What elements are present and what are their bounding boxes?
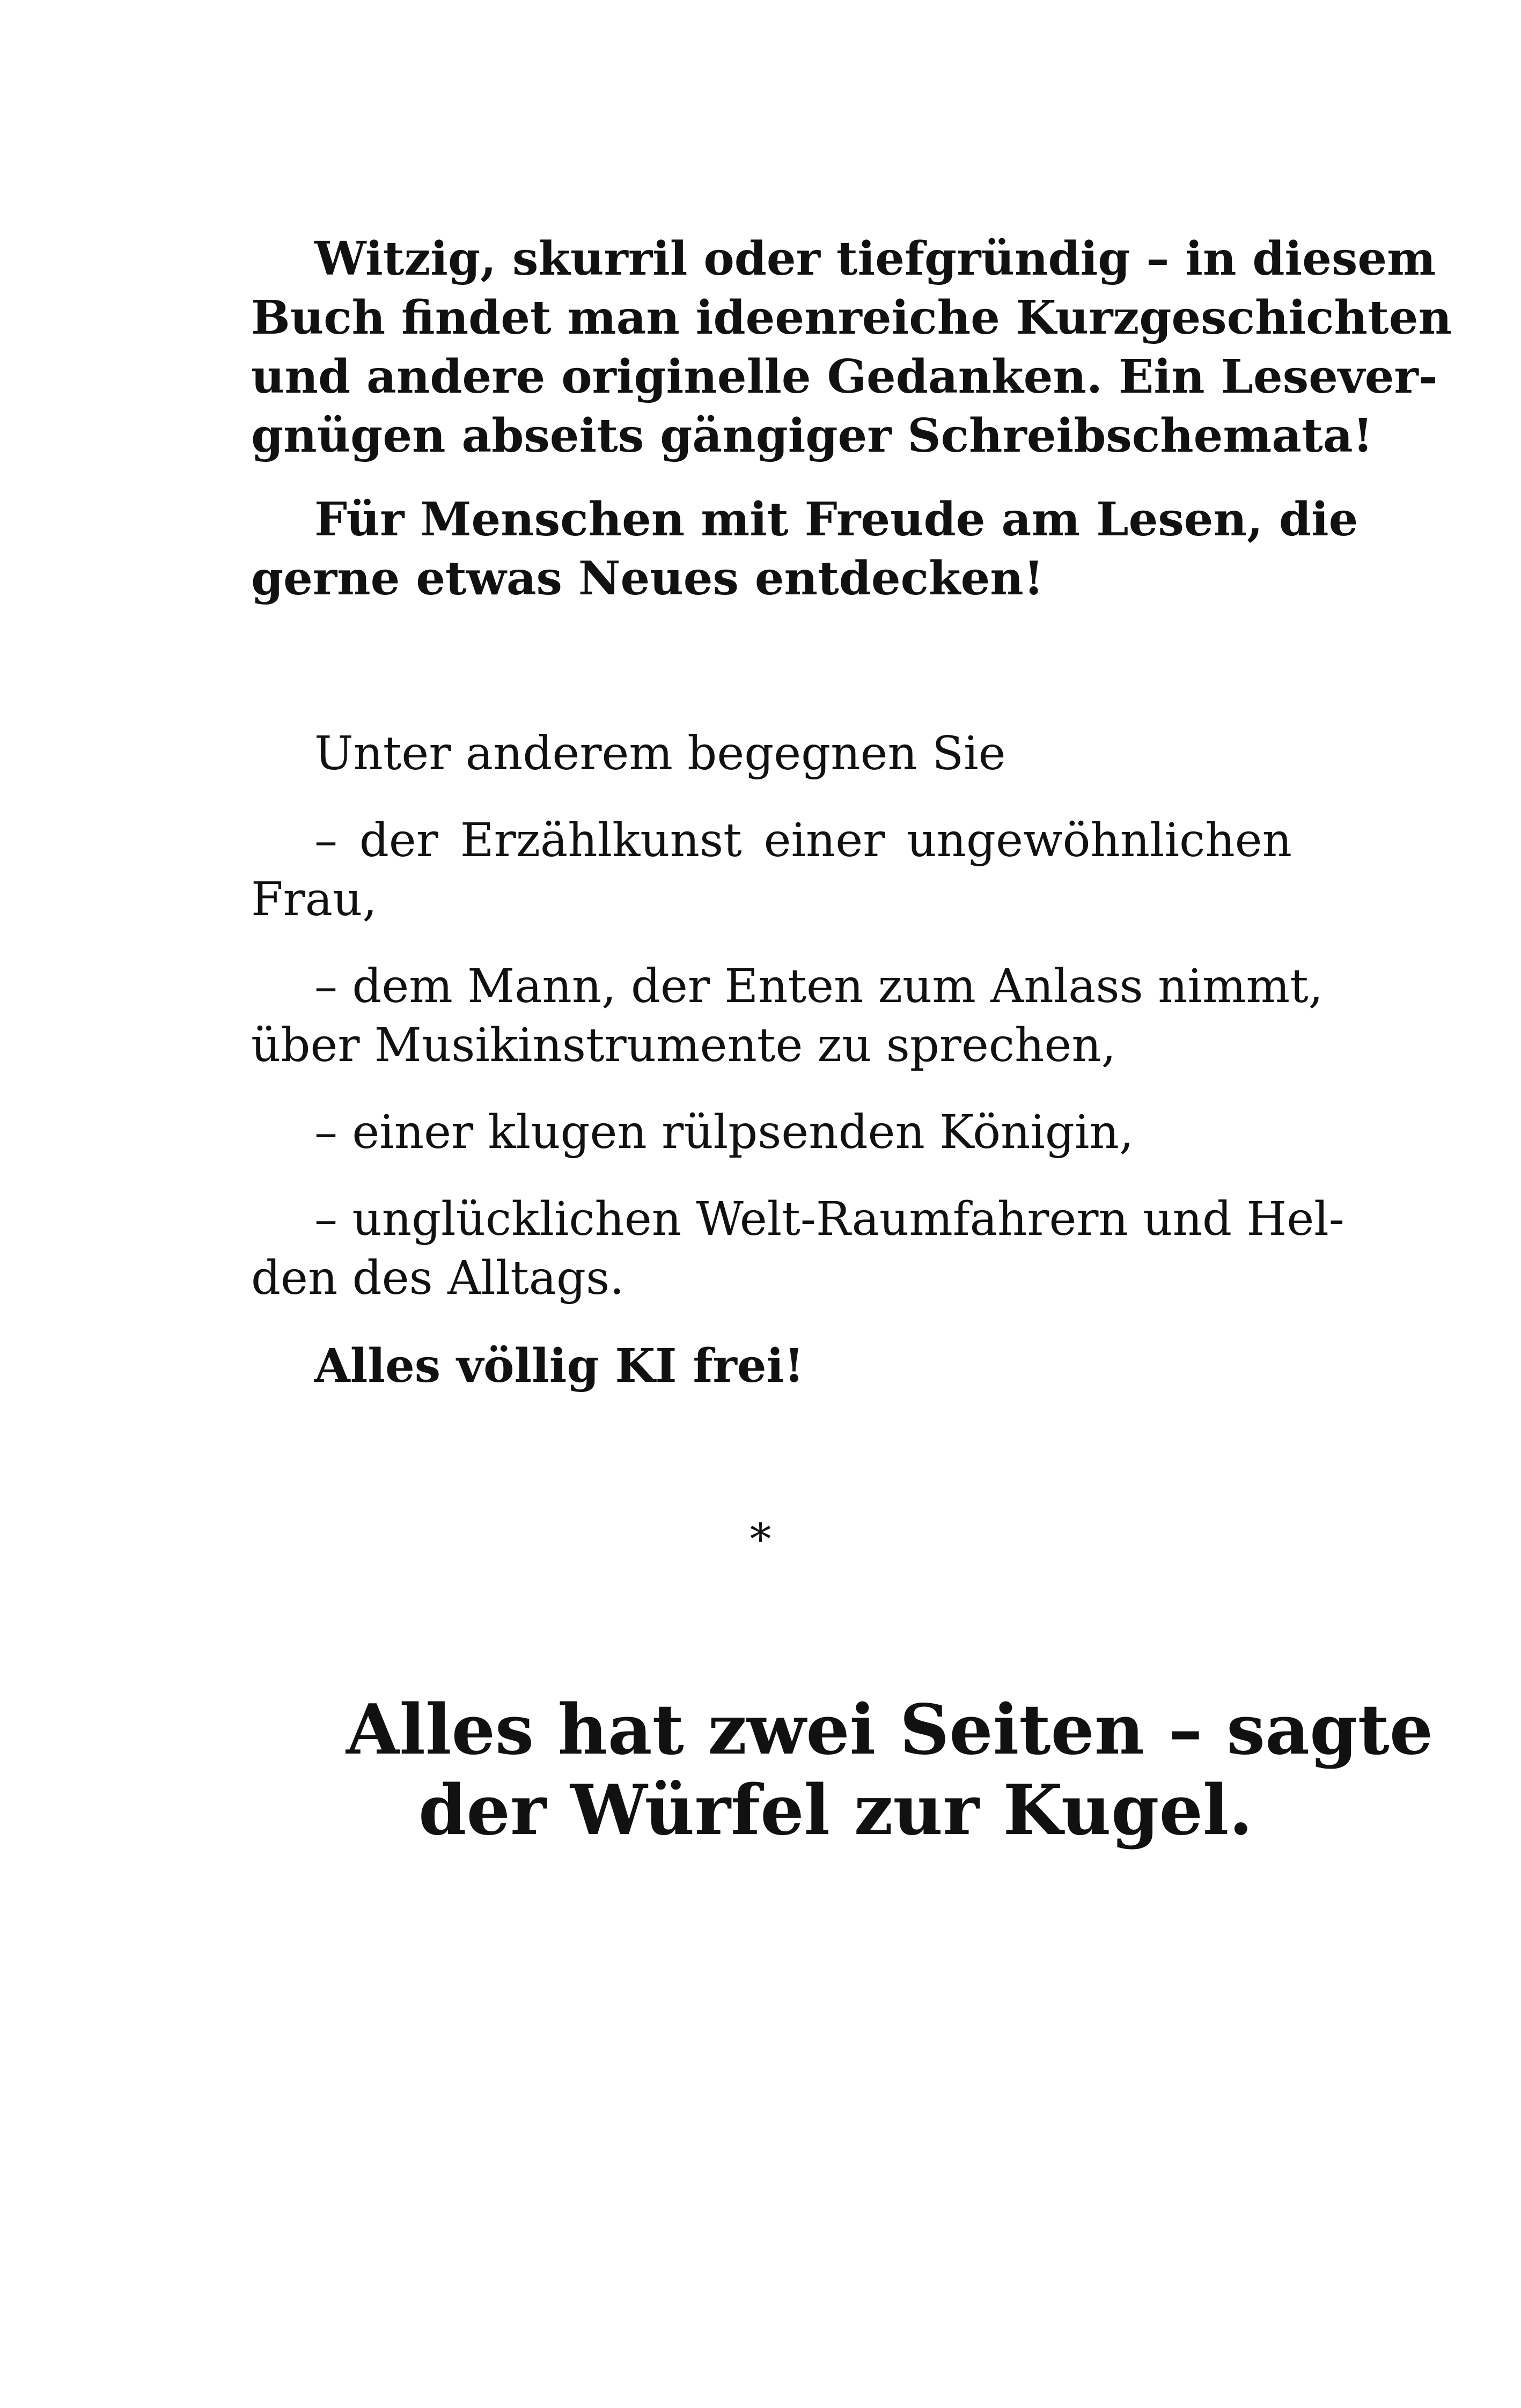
list-item-line: – dem Mann, der Enten zum Anlass nimmt, [314, 960, 1324, 1013]
list-lead [251, 724, 1292, 783]
intro-line: Buch findet man ideenreiche Kurzgeschichten [251, 291, 1452, 345]
list-item [251, 1190, 1344, 1308]
intro-line: gnügen abseits gängiger Schreibschemata! [251, 409, 1373, 463]
list-item [251, 957, 1324, 1075]
list-item-line: den des Alltags. [251, 1251, 624, 1305]
list-item-line: Frau, [251, 873, 377, 926]
list-item [251, 811, 1292, 929]
intro-paragraph-2 [251, 490, 1358, 608]
intro-line: gerne etwas Neues entdecken! [251, 551, 1044, 606]
closing-line [251, 1337, 1292, 1396]
intro-line: Witzig, skurril oder tiefgründig – in diesem [314, 232, 1436, 286]
intro-paragraph-1 [251, 230, 1452, 466]
intro-line: und andere originelle Gedanken. Ein Lesever- [251, 350, 1438, 404]
list-item-line: über Musikinstrumente zu sprechen, [251, 1019, 1116, 1072]
separator-asterisk: * [750, 1514, 771, 1564]
motto-line-2: der Würfel zur Kugel. [418, 1770, 1253, 1851]
list-item [251, 1103, 1292, 1162]
list-lead-text: Unter anderem begegnen Sie [314, 727, 1006, 780]
list-item-line: – einer klugen rülpsenden Königin, [314, 1106, 1134, 1159]
motto-line-1: Alles hat zwei Seiten – sagte [346, 1690, 1434, 1770]
list-item-line: – unglücklichen Welt-Raumfahrern und Hel- [314, 1192, 1344, 1246]
intro-line: Für Menschen mit Freude am Lesen, die [314, 492, 1358, 547]
closing-text: Alles völlig KI frei! [314, 1339, 804, 1393]
list-item-line: – der Erzählkunst einer ungewöhnlichen [314, 814, 1292, 867]
